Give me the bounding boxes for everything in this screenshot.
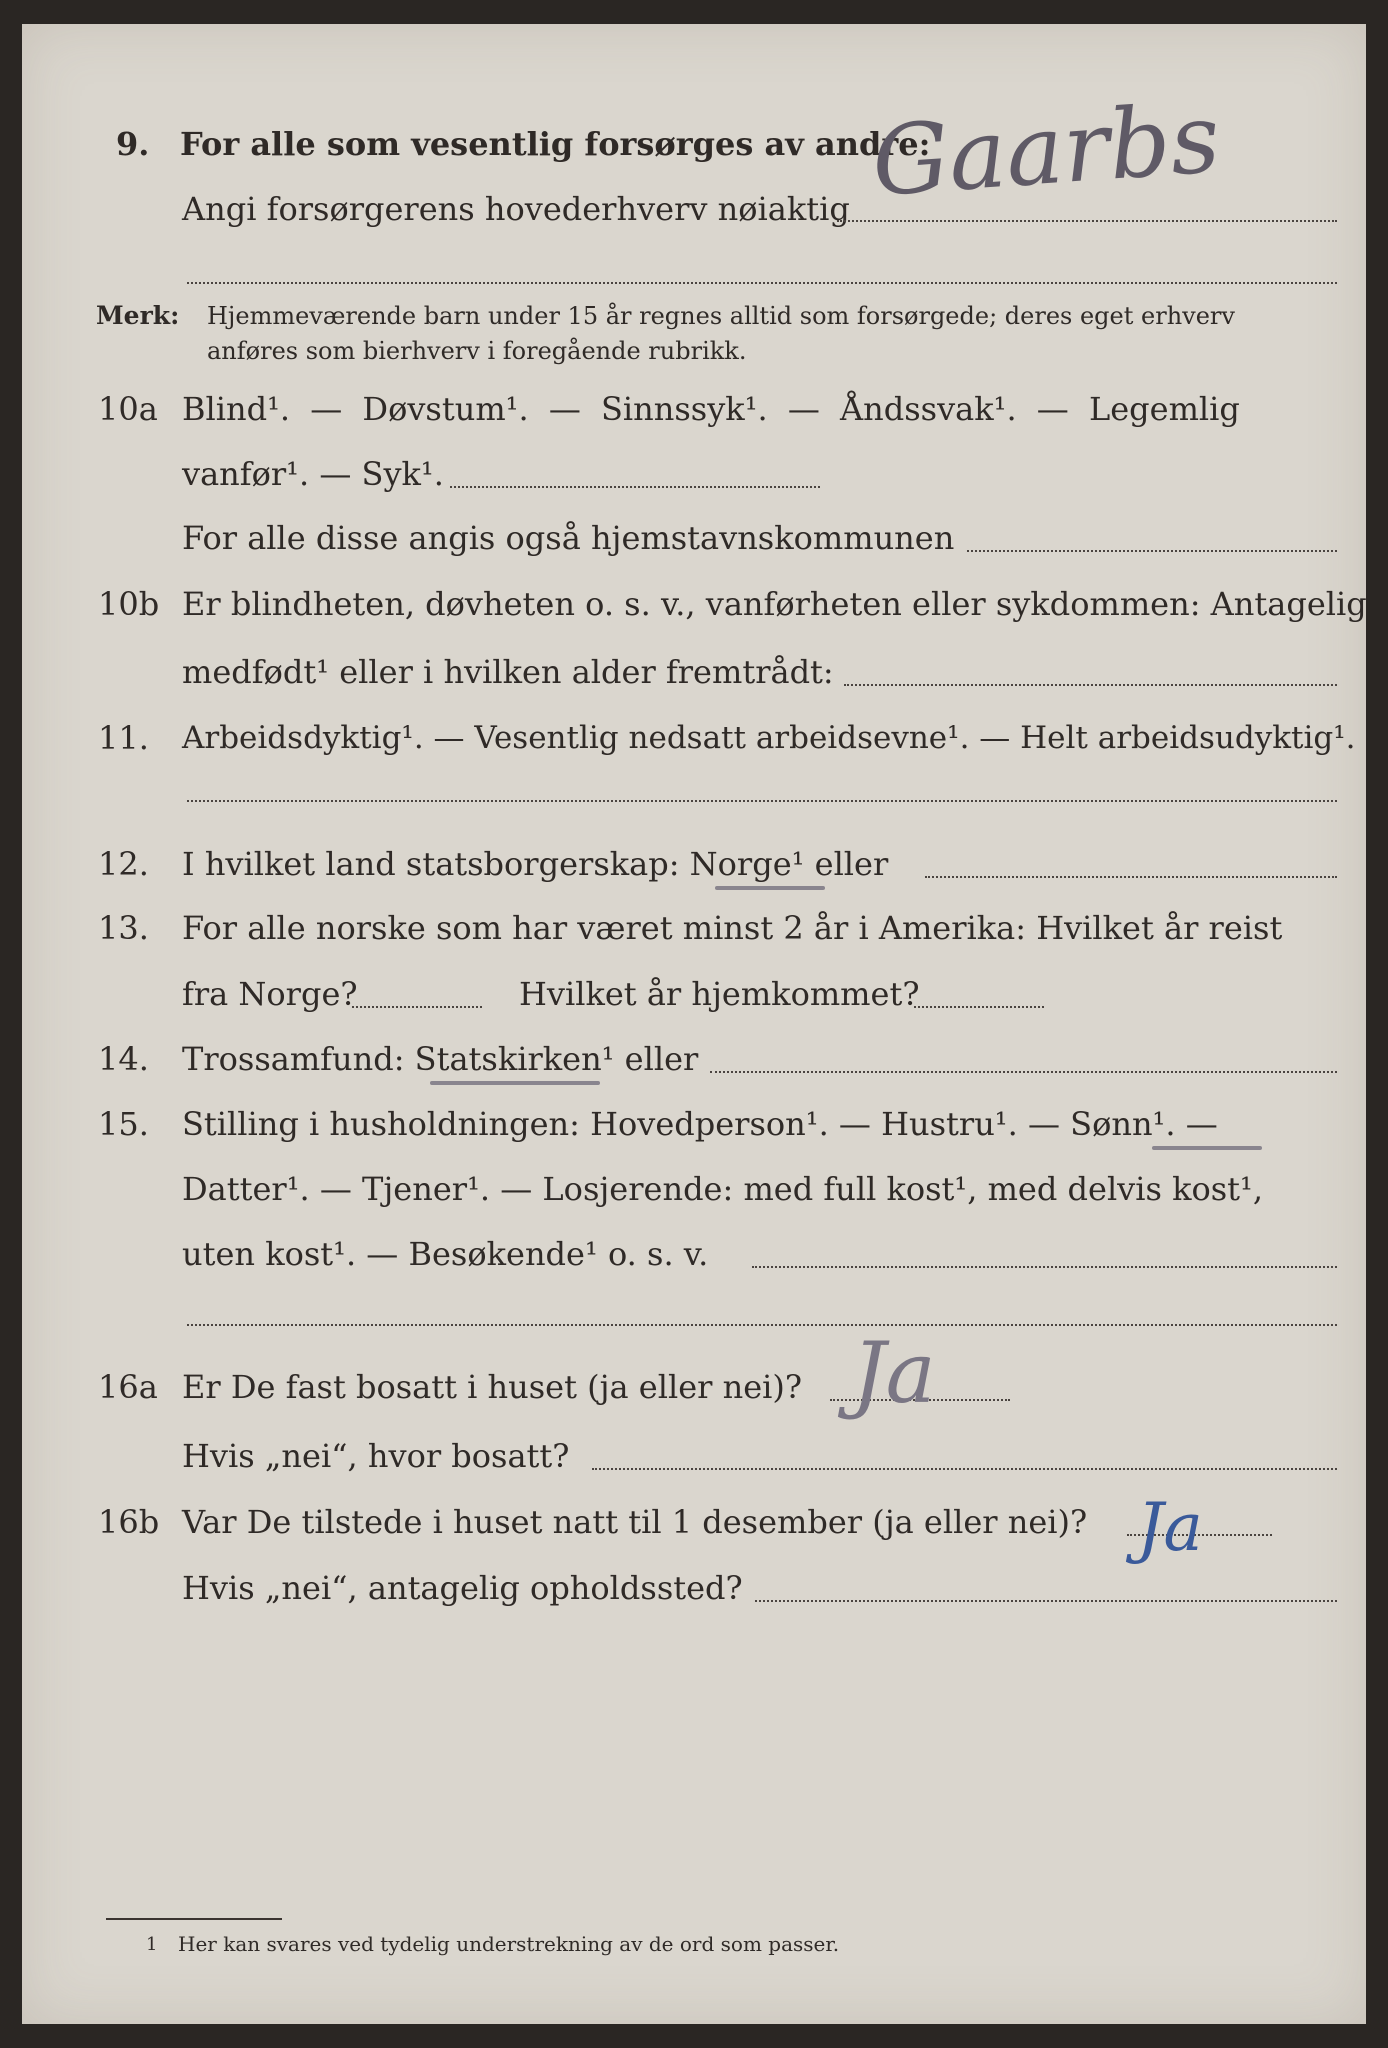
- sonn-underline: [1152, 1146, 1262, 1150]
- q10a-line1: Blind¹. — Døvstum¹. — Sinnssyk¹. — Åndssvak¹. — Legemlig: [182, 390, 1240, 428]
- q15-line3: uten kost¹. — Besøkende¹ o. s. v.: [182, 1235, 709, 1273]
- statskirken-underline: [430, 1081, 600, 1085]
- q10b-answer-line[interactable]: [844, 684, 1337, 686]
- q16a-line1: Er De fast bosatt i huset (ja eller nei)?: [182, 1368, 803, 1406]
- q16a-line2: Hvis „nei“, hvor bosatt?: [182, 1437, 570, 1475]
- q16a-handwritten-answer: Ja: [852, 1324, 936, 1422]
- q10b-line2: medfødt¹ eller i hvilken alder fremtrådt:: [182, 653, 834, 691]
- q11-line1: Arbeidsdyktig¹. — Vesentlig nedsatt arbeidsevne¹. — Helt arbeidsudyktig¹.: [182, 720, 1356, 756]
- q13-year-returned-line[interactable]: [914, 1006, 1044, 1008]
- q9-handwritten-answer: Gaarbs: [868, 82, 1224, 218]
- merk-line2: anføres som bierhverv i foregående rubrikk.: [207, 337, 747, 365]
- q16b-number: 16b: [98, 1503, 160, 1541]
- footnote-text: Her kan svares ved tydelig understrekning av de ord som passer.: [178, 1932, 840, 1956]
- merk-line1: Hjemmeværende barn under 15 år regnes alltid som forsørgede; deres eget erhverv: [207, 302, 1235, 330]
- q12-line1: I hvilket land statsborgerskap: Norge¹ eller: [182, 845, 889, 883]
- merk-label: Merk:: [96, 301, 180, 330]
- q14-number: 14.: [98, 1040, 149, 1078]
- q9-question: For alle som vesentlig forsørges av andre:: [180, 125, 931, 163]
- q16b-whereabouts-line[interactable]: [755, 1600, 1337, 1602]
- q11-answer-line[interactable]: [187, 800, 1337, 802]
- q10a-line3: For alle disse angis også hjemstavnskommunen: [182, 519, 955, 557]
- q9-extra-line[interactable]: [187, 282, 1337, 284]
- footnote-marker: 1: [146, 1934, 158, 1955]
- q14-answer-line[interactable]: [710, 1071, 1337, 1073]
- q13-line1: For alle norske som har været minst 2 år i Amerika: Hvilket år reist: [182, 909, 1283, 947]
- q10b-line1: Er blindheten, døvheten o. s. v., vanførheten eller sykdommen: Antagelig: [182, 585, 1367, 623]
- q15-extra-line[interactable]: [187, 1324, 1337, 1326]
- q9-number: 9.: [116, 125, 150, 163]
- q13-number: 13.: [98, 909, 149, 947]
- q16a-number: 16a: [98, 1368, 158, 1406]
- q15-line2: Datter¹. — Tjener¹. — Losjerende: med full kost¹, med delvis kost¹,: [182, 1170, 1264, 1208]
- q12-answer-line[interactable]: [925, 876, 1337, 878]
- q9-subquestion: Angi forsørgerens hovederhverv nøiaktig: [182, 190, 850, 228]
- census-form-page: [22, 24, 1366, 2024]
- q15-answer-line[interactable]: [752, 1266, 1337, 1268]
- q16b-line2: Hvis „nei“, antagelig opholdssted?: [182, 1569, 743, 1607]
- q10a-line2: vanfør¹. — Syk¹.: [182, 455, 444, 493]
- q13-line2b: Hvilket år hjemkommet?: [519, 975, 920, 1013]
- q15-number: 15.: [98, 1105, 149, 1143]
- q13-line2a: fra Norge?: [182, 975, 358, 1013]
- q16b-line1: Var De tilstede i huset natt til 1 desember (ja eller nei)?: [182, 1503, 1088, 1541]
- q11-number: 11.: [98, 719, 149, 757]
- norge-underline: [715, 886, 825, 890]
- q10b-number: 10b: [98, 585, 160, 623]
- q15-line1: Stilling i husholdningen: Hovedperson¹. — Hustru¹. — Sønn¹. —: [182, 1105, 1218, 1143]
- q10a-number: 10a: [98, 390, 158, 428]
- q16b-handwritten-answer: Ja: [1137, 1489, 1203, 1566]
- q10a-hometown-line[interactable]: [967, 550, 1337, 552]
- footnote-rule: [106, 1918, 282, 1920]
- q12-number: 12.: [98, 845, 149, 883]
- q14-line1: Trossamfund: Statskirken¹ eller: [182, 1040, 699, 1078]
- q16a-residence-line[interactable]: [592, 1468, 1337, 1470]
- q9-answer-line[interactable]: [837, 220, 1337, 222]
- q13-year-left-line[interactable]: [352, 1006, 482, 1008]
- q10a-answer-line[interactable]: [450, 486, 820, 488]
